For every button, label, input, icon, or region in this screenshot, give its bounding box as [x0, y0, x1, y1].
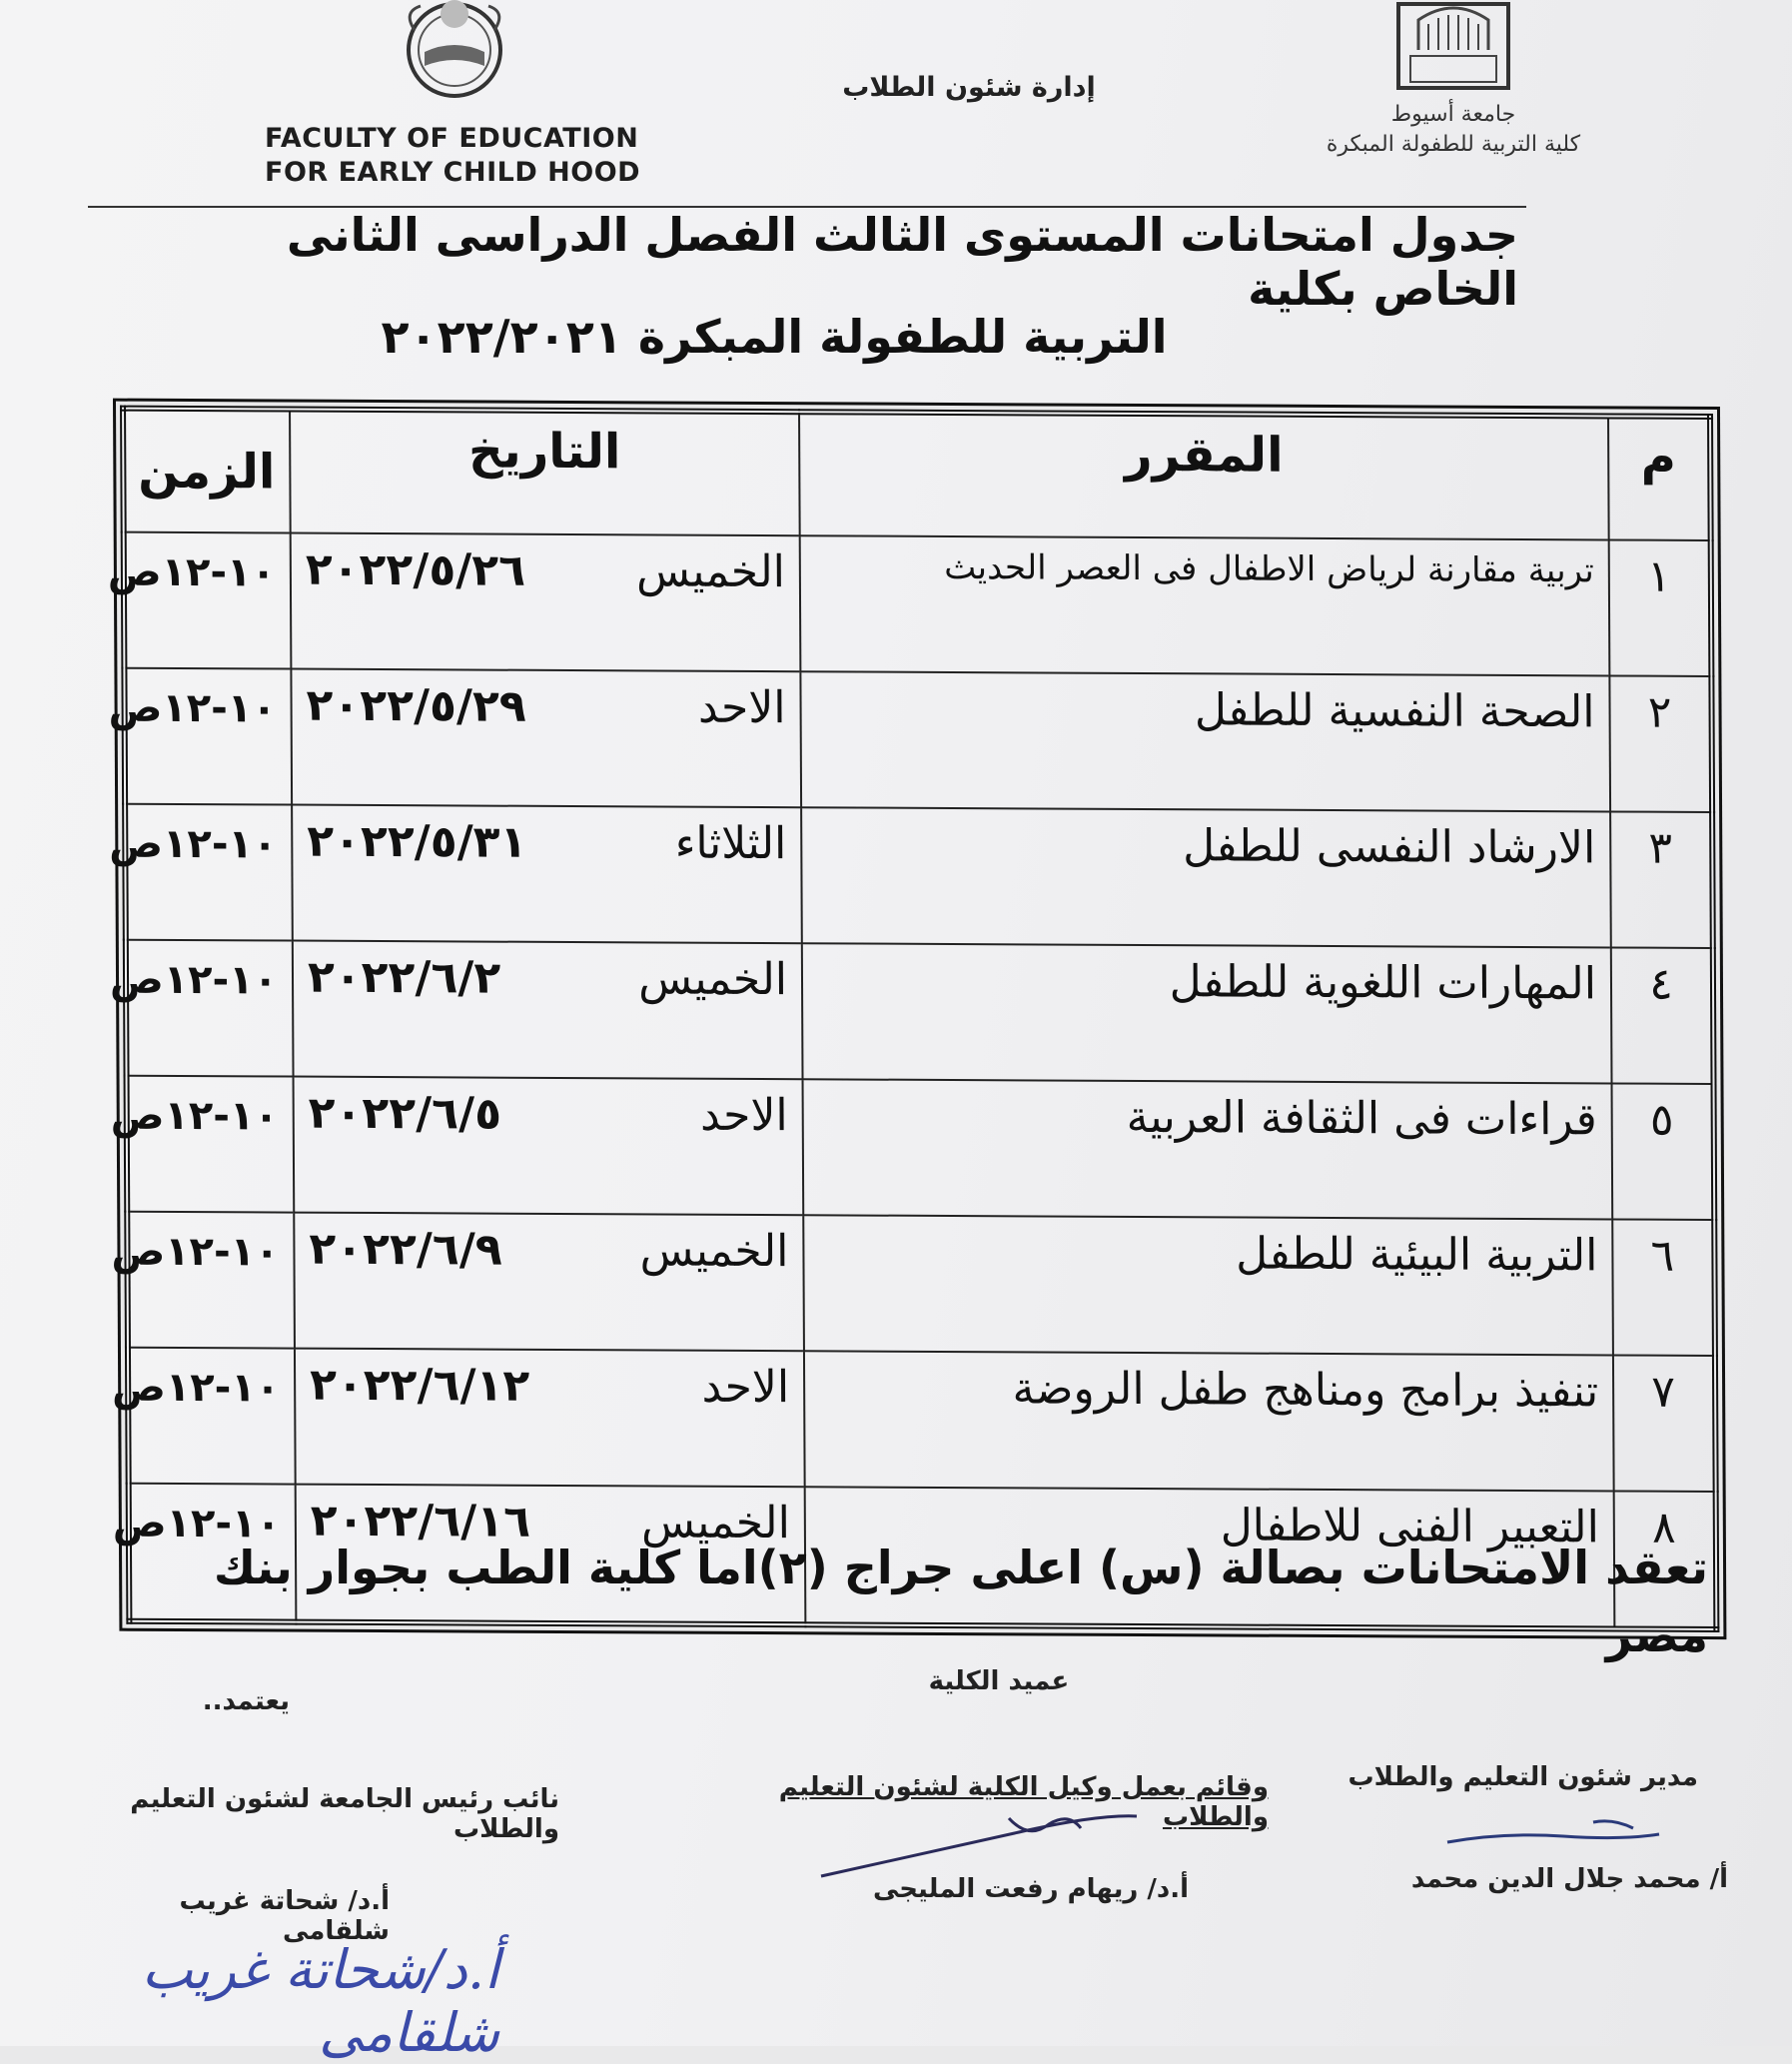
table-row	[124, 668, 1712, 812]
row-course: التعبير الفنى للاطفال	[805, 1487, 1615, 1628]
director-title: مدير شئون التعليم والطلاب	[1347, 1762, 1698, 1792]
table-row	[126, 940, 1714, 1084]
table-row	[127, 1212, 1715, 1356]
row-date: ٢٠٢٢/٥/٢٩	[306, 679, 526, 732]
vice-dean-signature-mark	[819, 1810, 1139, 1880]
header-date: التاريخ	[290, 410, 800, 536]
document-title-line2: التربية للطفولة المبكرة ٢٠٢٢/٢٠٢١	[381, 310, 1168, 364]
director-signature-mark	[1438, 1814, 1668, 1854]
row-date: ٢٠٢٢/٥/٢٦	[305, 543, 526, 596]
table-row	[127, 1076, 1715, 1220]
row-day: الاحد	[697, 681, 786, 734]
faculty-logo	[355, 0, 554, 112]
row-course: الارشاد النفسى للطفل	[801, 807, 1611, 947]
row-date: ٢٠٢٢/٦/١٦	[310, 1495, 531, 1548]
vp-title: نائب رئيس الجامعة لشئون التعليم والطلاب	[130, 1784, 559, 1844]
row-date-cell	[291, 669, 801, 808]
row-date-cell	[294, 1213, 804, 1352]
row-time: ١٠-١٢ص	[125, 804, 293, 941]
row-course: تربية مقارنة لرياض الاطفال فى العصر الحديث	[800, 535, 1610, 675]
university-name: جامعة أسيوط	[1390, 102, 1516, 127]
director-name: أ/ محمد جلال الدين محمد	[1410, 1864, 1728, 1894]
faculty-name-en	[265, 122, 644, 190]
row-time: ١٠-١٢ص	[129, 1484, 297, 1622]
faculty-en-line1: FACULTY OF EDUCATION	[265, 123, 639, 154]
row-course: المهارات اللغوية للطفل	[802, 943, 1612, 1083]
row-course: الصحة النفسية للطفل	[800, 671, 1610, 811]
approve-label: يعتمد..	[202, 1686, 290, 1716]
faculty-en-line2: FOR EARLY CHILD HOOD	[265, 157, 641, 188]
row-date-cell	[292, 805, 802, 944]
row-day: الخميس	[635, 545, 786, 598]
exam-location-note: تعقد الامتحانات بصالة (س) اعلى جراج (٢)اما كلية الطب بجوار بنك مصر	[213, 1541, 1708, 1662]
row-date: ٢٠٢٢/٦/٩	[309, 1223, 502, 1276]
row-time: ١٠-١٢ص	[124, 532, 292, 669]
row-date-cell	[293, 941, 803, 1080]
university-block	[1289, 100, 1618, 160]
row-day: الثلاثاء	[674, 817, 787, 870]
row-date-cell	[291, 533, 801, 672]
row-day: الخميس	[639, 1225, 789, 1278]
row-time: ١٠-١٢ص	[127, 1076, 295, 1213]
row-day: الاحد	[699, 1089, 788, 1142]
vice-dean-title: وقائم بعمل وكيل الكلية لشئون التعليم والطلاب	[778, 1772, 1269, 1832]
dean-label: عميد الكلية	[928, 1666, 1070, 1696]
row-date: ٢٠٢٢/٦/٢	[307, 951, 501, 1004]
row-num: ٥	[1612, 1083, 1715, 1220]
row-num: ٤	[1611, 947, 1714, 1084]
row-date: ٢٠٢٢/٦/١٢	[310, 1359, 530, 1412]
table-header-row	[123, 409, 1711, 540]
row-day: الخميس	[640, 1497, 790, 1549]
row-date: ٢٠٢٢/٦/٥	[308, 1087, 502, 1140]
university-logo	[1388, 0, 1518, 92]
header-course: المقرر	[799, 412, 1609, 539]
vp-handwritten-signature: أ.د/شحاتة غريب شلقامى	[141, 1938, 499, 2064]
row-course: قراءات فى الثقافة العربية	[803, 1079, 1613, 1219]
document-title-line1: جدول امتحانات المستوى الثالث الفصل الدراسى الثانى الخاص بكلية	[286, 208, 1518, 316]
header-time: الزمن	[123, 409, 291, 533]
vp-name: أ.د/ شحاتة غريب شلقامى	[179, 1886, 390, 1946]
row-course: التربية البيئية للطفل	[803, 1215, 1613, 1355]
row-date: ٢٠٢٢/٥/٣١	[307, 815, 527, 868]
row-num: ٨	[1614, 1491, 1717, 1629]
row-time: ١٠-١٢ص	[127, 1212, 295, 1349]
row-course: تنفيذ برامج ومناهج طفل الروضة	[804, 1351, 1614, 1491]
table-row	[125, 804, 1713, 948]
row-num: ١	[1609, 539, 1712, 676]
faculty-name-ar: كلية التربية للطفولة المبكرة	[1326, 132, 1581, 157]
exam-table-container	[100, 396, 1792, 1553]
row-num: ٣	[1610, 811, 1713, 948]
exam-schedule-table	[107, 406, 1719, 1632]
row-num: ٦	[1612, 1219, 1715, 1356]
department-name: إدارة شئون الطلاب	[842, 72, 1096, 103]
table-row	[124, 532, 1712, 676]
row-day: الخميس	[638, 953, 788, 1006]
row-num: ٧	[1613, 1355, 1716, 1492]
row-time: ١٠-١٢ص	[124, 668, 292, 805]
row-time: ١٠-١٢ص	[128, 1348, 296, 1485]
vice-dean-name: أ.د/ ريهام رفعت المليجى	[872, 1874, 1189, 1904]
row-time: ١٠-١٢ص	[126, 940, 294, 1077]
table-row	[128, 1348, 1716, 1492]
row-date-cell	[295, 1349, 805, 1488]
row-day: الاحد	[701, 1361, 790, 1414]
row-num: ٢	[1609, 675, 1712, 812]
row-date-cell	[294, 1077, 804, 1216]
header-num: م	[1608, 416, 1711, 540]
